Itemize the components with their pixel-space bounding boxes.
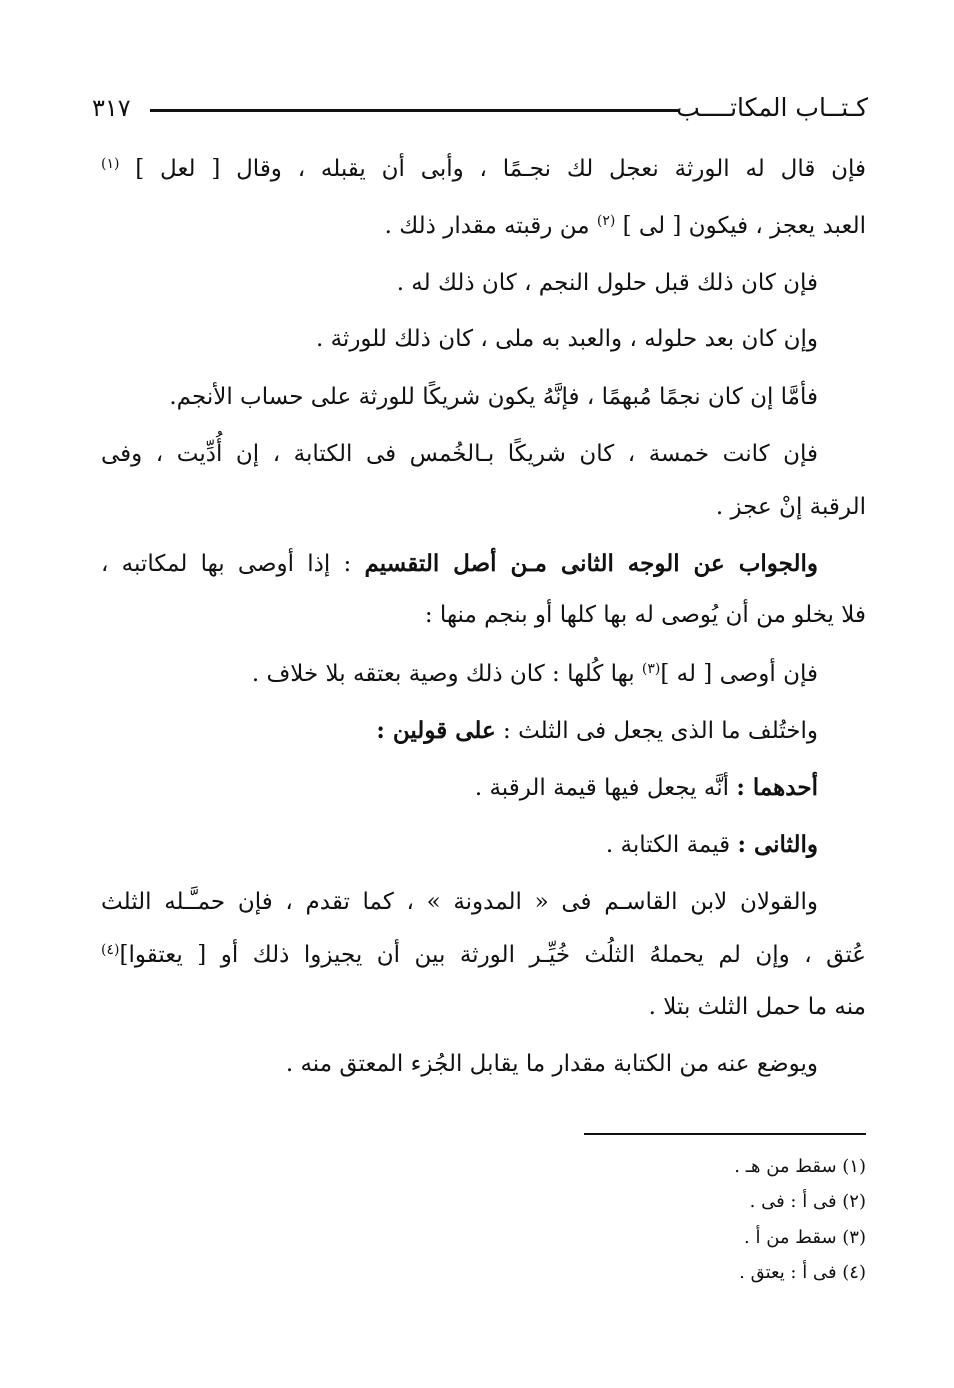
footnote-ref-2: (٢)	[596, 213, 616, 229]
text-line-16: منه ما حمل الثلث بتلا .	[648, 994, 866, 1020]
header-rule	[150, 109, 678, 112]
text-line-10: فإن أوصى [ له ]$^{(٣)}$ بها كُلها : كان ذلك وصية بعتقه بلا خلاف .	[251, 661, 818, 687]
text-line-15: عُتق ، وإن لم يحملهُ الثلُث خُيِّـر الورثة بين أن يجيزوا ذلك أو [ يعتقوا]$^{(٤)}$	[101, 942, 866, 968]
footnote-1: (١) سقط من هـ .	[734, 1156, 866, 1177]
footnote-4: (٤) فى أ : يعتق .	[739, 1262, 866, 1283]
page-number: ٣١٧	[92, 94, 131, 122]
text-line-17: ويوضع عنه من الكتابة مقدار ما يقابل الجُزء المعتق منه .	[285, 1051, 818, 1077]
text-line-8: والجواب عن الوجه الثانى مـن أصل التقسيم : إذا أوصى بها لمكاتبه ،	[101, 550, 818, 577]
book-title: كـتــاب المكاتــــب	[676, 93, 868, 122]
section-heading: والجواب عن الوجه الثانى مـن أصل التقسيم	[364, 550, 818, 577]
text-line-7: الرقبة إنْ عجز .	[715, 494, 866, 520]
text-line-11: واختُلف ما الذى يجعل فى الثلث : على قولين :	[376, 717, 818, 744]
text-line-14: والقولان لابن القاسـم فى « المدونة » ، كما تقدم ، فإن حمـَّـله الثلث	[101, 889, 818, 915]
text-line-3: فإن كان ذلك قبل حلول النجم ، كان ذلك له .	[396, 270, 818, 296]
text-line-1: فإن قال له الورثة نعجل لك نجـمًا ، وأبى أن يقبله ، وقال [ لعل ] $^{(١)}$	[101, 156, 866, 182]
text-line-2: العبد يعجز ، فيكون [ لى ] $^{(٢)}$ من رقبته مقدار ذلك .	[384, 213, 866, 239]
running-header	[92, 88, 868, 128]
text-line-6: فإن كانت خمسة ، كان شريكًا بـالخُمس فى الكتابة ، إن أُدِّيت ، وفى	[101, 441, 818, 467]
text-line-5: فأمَّا إن كان نجمًا مُبهمًا ، فإنَّهُ يكون شريكًا للورثة على حساب الأنجم.	[169, 384, 818, 410]
footnote-ref-3: (٣)	[641, 661, 661, 677]
footnote-rule	[584, 1133, 866, 1135]
text-line-9: فلا يخلو من أن يُوصى له بها كلها أو بنجم منها :	[424, 602, 866, 628]
text-line-4: وإن كان بعد حلوله ، والعبد به ملى ، كان ذلك للورثة .	[315, 326, 818, 352]
text-line-12: أحدهما : أنَّه يجعل فيها قيمة الرقبة .	[474, 774, 818, 801]
footnote-ref-1: (١)	[101, 156, 120, 172]
footnote-2: (٢) فى أ : فى .	[749, 1191, 866, 1212]
footnote-3: (٣) سقط من أ .	[744, 1227, 866, 1248]
text-line-13: والثانى : قيمة الكتابة .	[605, 831, 818, 858]
footnote-ref-4: (٤)	[101, 942, 120, 958]
